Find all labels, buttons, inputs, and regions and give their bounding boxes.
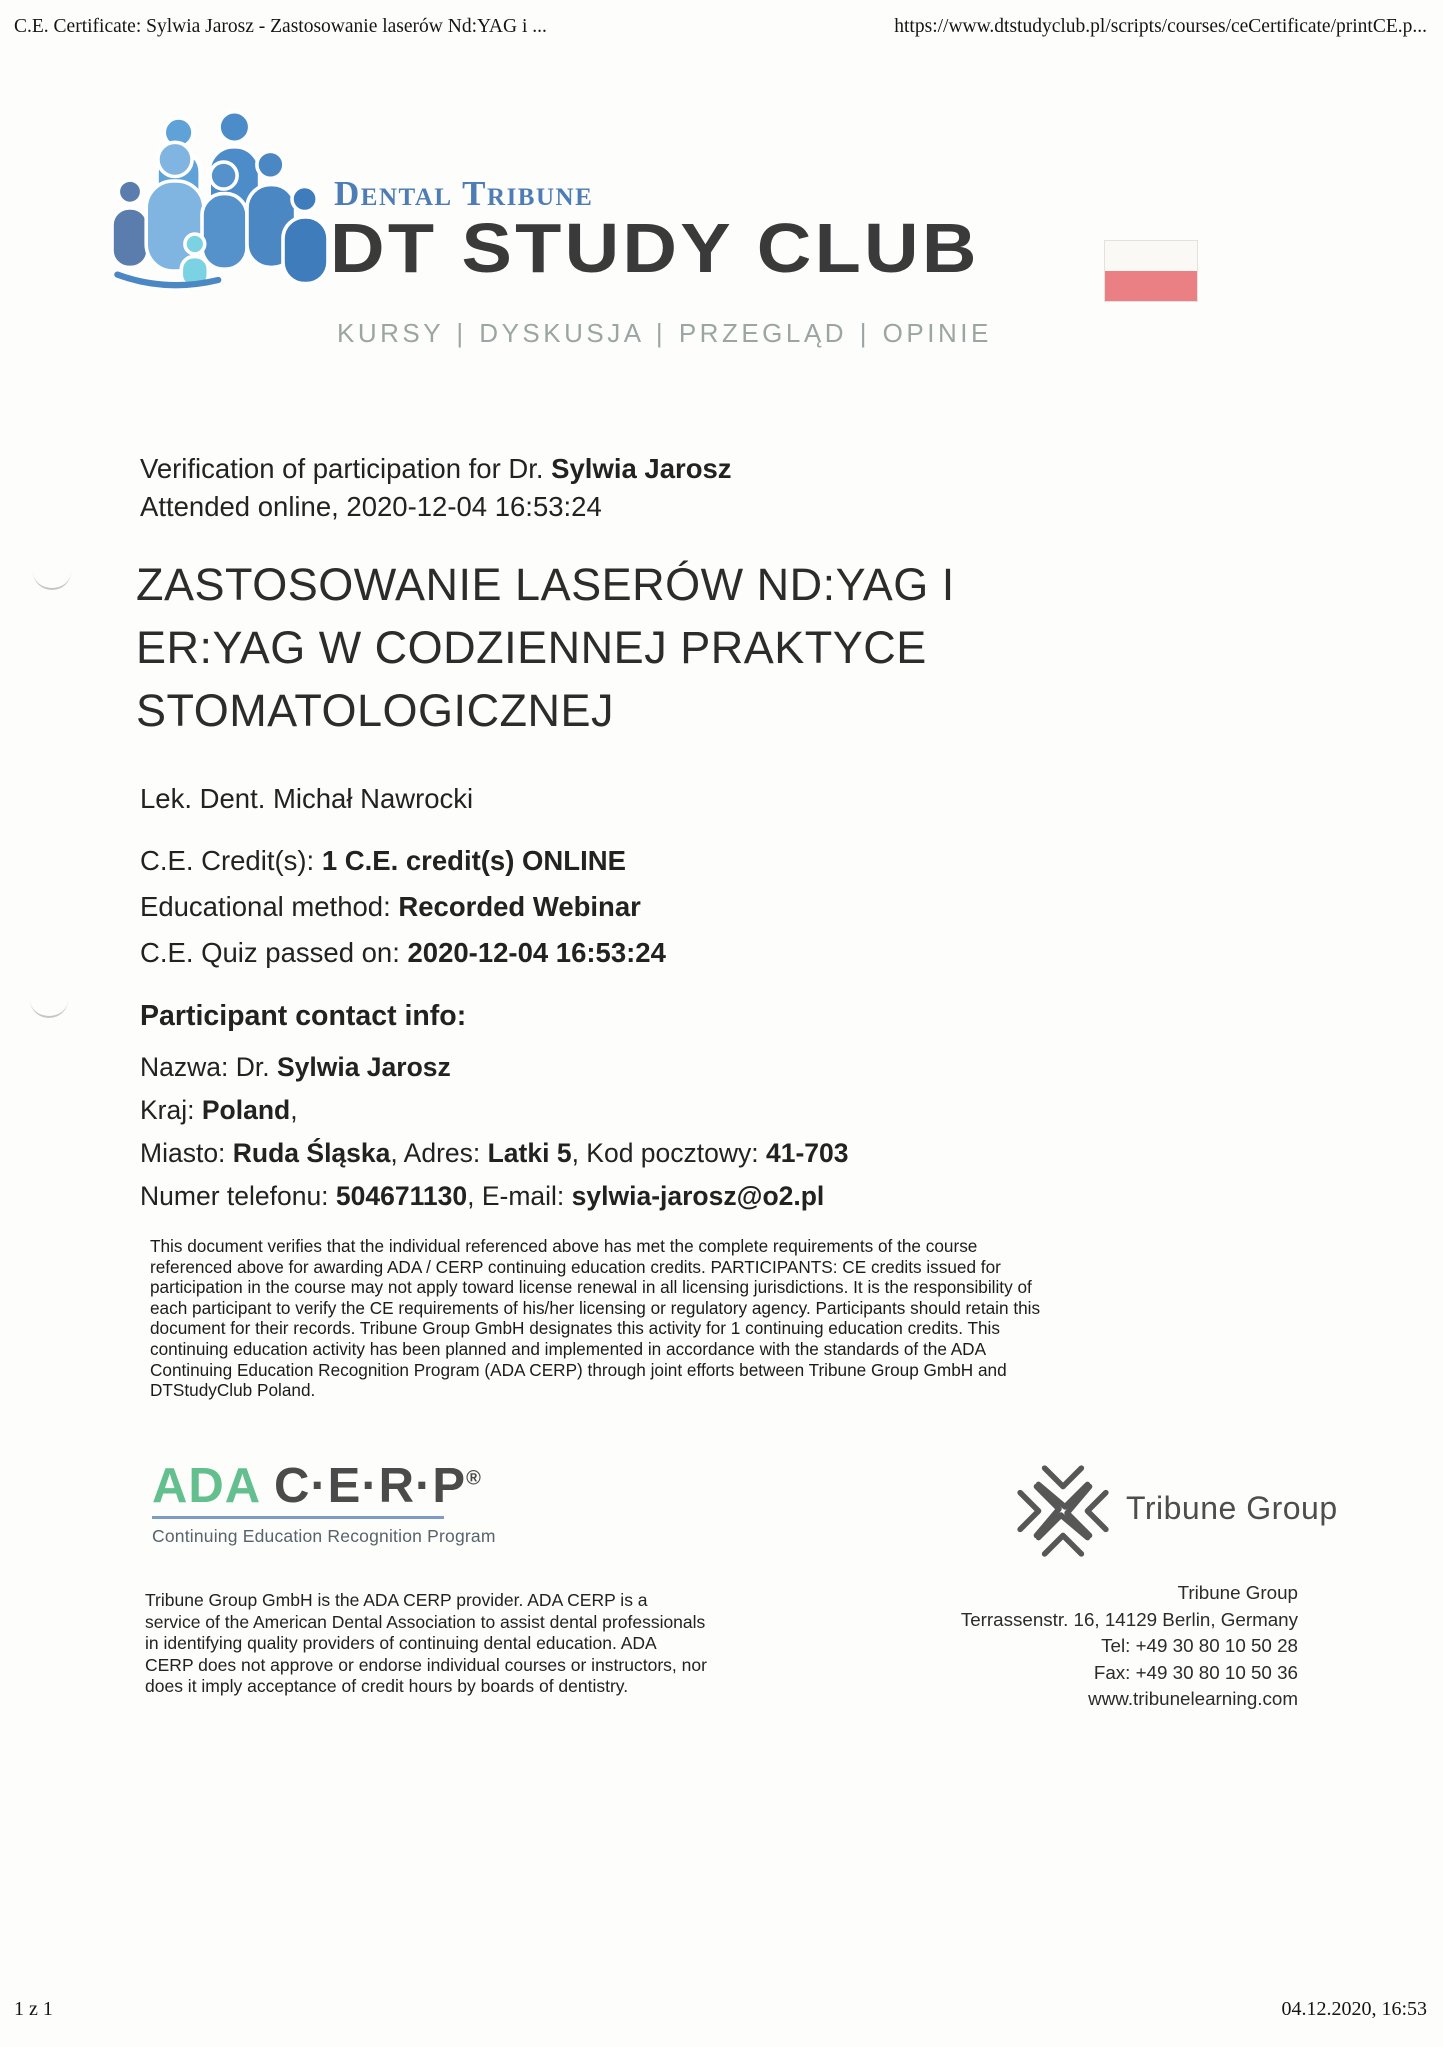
scan-artifact [33, 572, 71, 590]
print-datetime: 04.12.2020, 16:53 [1281, 1998, 1427, 2020]
verification-block [140, 450, 732, 526]
ada-cerp-underline [152, 1516, 444, 1519]
address-line: www.tribunelearning.com [1088, 1688, 1298, 1709]
credit-details [140, 838, 666, 976]
tribune-address-block [880, 1580, 1298, 1713]
brand-dt-study-club: DT STUDY CLUB [330, 209, 980, 287]
course-title-line: ER:YAG W CODZIENNEJ PRAKTYCE [136, 622, 927, 673]
participant-name-line: Nazwa: Dr. Sylwia Jarosz [140, 1052, 451, 1082]
ada-cerp-wordmark [152, 1459, 496, 1513]
tribune-group-icon [1012, 1460, 1114, 1562]
course-title [136, 553, 955, 742]
address-line: Tel: +49 30 80 10 50 28 [1101, 1635, 1298, 1656]
participant-country-line: Kraj: Poland, [140, 1095, 298, 1125]
ada-cerp-subtitle: Continuing Education Recognition Program [152, 1526, 496, 1546]
poland-flag-red-stripe [1105, 271, 1197, 301]
address-line: Terrassenstr. 16, 14129 Berlin, Germany [960, 1608, 1298, 1630]
ada-cerp-logo [152, 1459, 496, 1547]
poland-flag-white-stripe [1105, 241, 1197, 271]
participant-header: Participant contact info: [140, 1000, 467, 1032]
address-line: Fax: +49 30 80 10 50 36 [1093, 1661, 1298, 1683]
quiz-passed-line: C.E. Quiz passed on: 2020-12-04 16:53:24 [140, 937, 666, 968]
educational-method-line: Educational method: Recorded Webinar [140, 891, 641, 922]
scan-artifact [30, 1000, 68, 1018]
course-title-line: ZASTOSOWANIE LASERÓW ND:YAG I [136, 559, 955, 610]
brand-dental-tribune: Dental Tribune [334, 174, 594, 213]
brand-tagline: KURSY | DYSKUSJA | PRZEGLĄD | OPINIE [337, 318, 992, 348]
participant-contact-info [140, 995, 849, 1218]
print-header-url: https://www.dtstudyclub.pl/scripts/courses/ceCertificate/printCE.p... [894, 16, 1427, 37]
page-number: 1 z 1 [14, 1998, 53, 2020]
speaker-name: Lek. Dent. Michał Nawrocki [140, 783, 474, 814]
tribune-group-wordmark: Tribune Group [1126, 1490, 1338, 1526]
legal-disclaimer: This document verifies that the individual referenced above has met the complete requirements of the course referenced above for awarding ADA / CERP continuing education credits. PARTICIPANTS: CE credits issued for participation in the course may not apply toward license renewal in all licensing jurisdictions. It is the responsibility of each participant to verify the CE requirements of his/her licensing or regulatory agency. Participants should retain this document for their records. Tribune Group GmbH designates this activity for 1 continuing education credits. This continuing education activity has been planned and implemented in accordance with the standards of the ADA Continuing Education Recognition Program (ADA CERP) through joint efforts between Tribune Group GmbH and DTStudyClub Poland. [150, 1236, 1041, 1401]
address-line: Tribune Group [1177, 1582, 1298, 1603]
ada-text: ADA [152, 1459, 260, 1513]
course-title-line: STOMATOLOGICZNEJ [136, 685, 615, 736]
registered-mark: ® [466, 1467, 482, 1490]
print-header-title: C.E. Certificate: Sylwia Jarosz - Zastosowanie laserów Nd:YAG i ... [14, 16, 547, 37]
verification-line: Verification of participation for Dr. Sylwia Jarosz [140, 453, 732, 484]
poland-flag-icon [1104, 240, 1198, 302]
cerp-text: C·E·R·P [273, 1459, 467, 1513]
people-group-icon [112, 106, 328, 292]
participant-phone-email-line: Numer telefonu: 504671130, E-mail: sylwia-jarosz@o2.pl [140, 1181, 825, 1211]
participant-address-line: Miasto: Ruda Śląska, Adres: Latki 5, Kod pocztowy: 41-703 [140, 1138, 849, 1168]
attended-line: Attended online, 2020-12-04 16:53:24 [140, 491, 602, 522]
ada-cerp-provider-text: Tribune Group GmbH is the ADA CERP provider. ADA CERP is a service of the American Dental Association to assist dental professionals in identifying quality providers of continuing dental education. ADA CERP does not approve or endorse individual courses or instructors, nor does it imply acceptance of credit hours by boards of dentistry. [145, 1590, 707, 1697]
ce-credit-line: C.E. Credit(s): 1 C.E. credit(s) ONLINE [140, 845, 626, 876]
